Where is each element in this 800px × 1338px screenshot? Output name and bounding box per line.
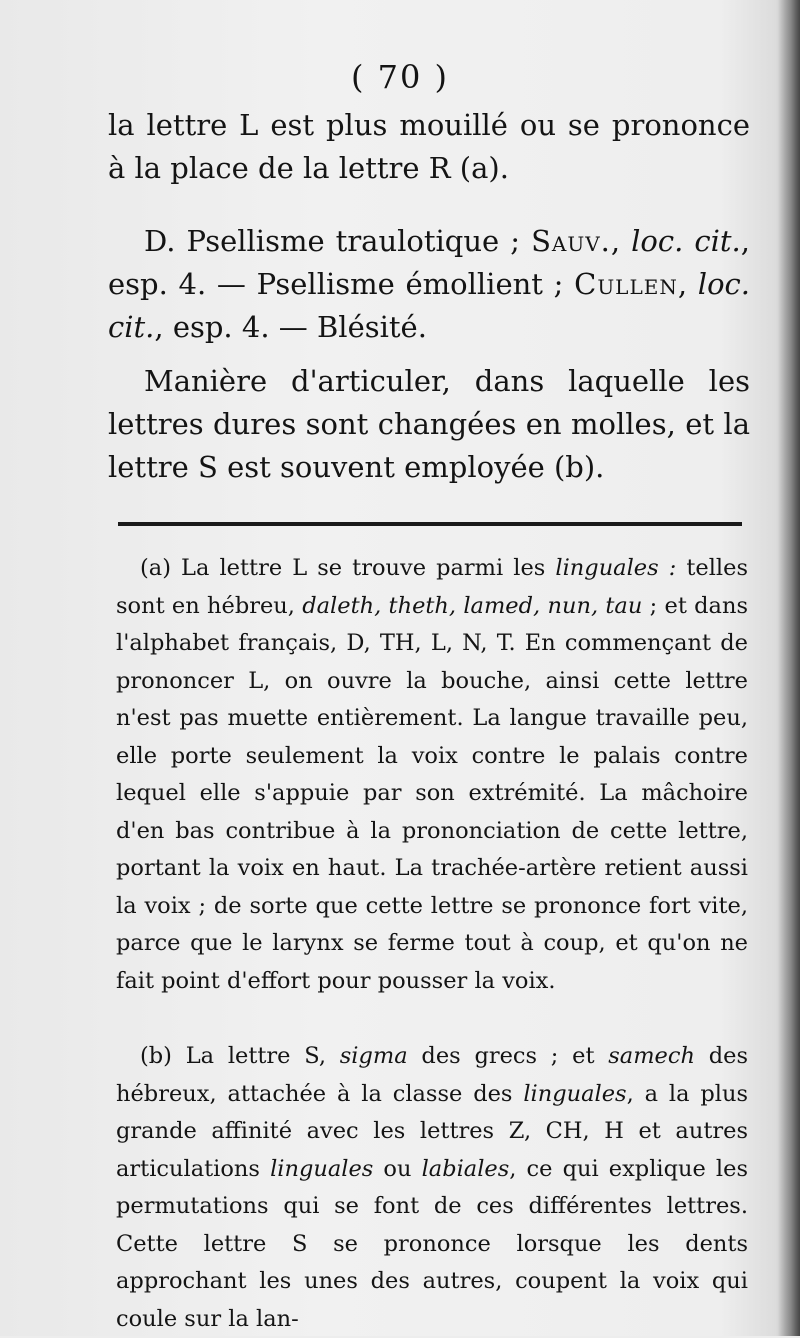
footnote-b-marker: (b) [140,1043,172,1069]
footnote-b-t3: des hébreux, attachée à la classe des [116,1043,748,1107]
p2-lead: D. Psellisme traulotique ; [144,224,532,258]
footnote-b-i5: labiales [421,1155,510,1182]
footnote-a-text [116,550,748,1000]
author-sauvages: Sauv. [531,224,611,258]
footnote-b-t4: , a la plus grande affinité avec les lettres Z, CH, H et autres articulations [116,1080,748,1182]
footnote-b-t5: ou [373,1155,422,1182]
footnote-b [116,1038,748,1338]
page-number: ( 70 ) [350,58,450,96]
footnote-a-i2: daleth, theth, lamed, nun, tau [302,592,643,619]
footnote-a [116,550,748,1000]
paragraph-1-text: la lettre L est plus mouillé ou se prononce à la place de la lettre R (a). [108,108,750,185]
footnote-b-i4: linguales [270,1155,374,1182]
footnote-b-i2: samech [608,1043,695,1069]
paragraph-2-text: D. Psellisme traulotique ; Sauv., loc. cit., esp. 4. — Psellisme émollient ; Cullen, loc. cit., esp. 4. — Blésité. [108,224,750,344]
loc-cit-1: loc. cit. [631,224,741,258]
paragraph-2 [108,220,750,349]
footnote-b-t2: des grecs ; et [407,1043,609,1069]
footnote-a-t1: La lettre L se trouve parmi les [170,555,556,581]
footnote-a-i1: linguales : [555,555,677,581]
p2-tail: , esp. 4. — Blésité. [154,310,427,344]
footnote-a-marker: (a) [140,555,171,581]
paragraph-3 [108,360,750,489]
page-edge-shadow [778,0,800,1336]
footnote-divider [118,522,742,526]
loc-cit-2: loc. cit. [108,267,750,344]
paragraph-3-text: Manière d'articuler, dans laquelle les lettres dures sont changées en molles, et la lettre S est souvent employée (b). [108,364,750,484]
footnote-b-text [116,1038,748,1338]
paragraph-1 [108,104,750,190]
footnote-a-t3: ; et dans l'alphabet français, D, TH, L, N, T. En commençant de prononcer L, on ouvre la bouche, ainsi cette lettre n'est pas muette entièrement. La langue travaille peu, elle porte seulement la voix contre le palais contre lequel elle s'appuie par son extrémité. La mâchoire d'en bas contribue à la prononciation de cette lettre, portant la voix en haut. La trachée-artère retient aussi la voix ; de sorte que cette lettre se prononce fort vite, parce que le larynx se ferme tout à coup, et qu'on ne fait point d'effort pour pousser la voix. [116,592,749,994]
footnote-a-t2: telles sont en hébreu, [116,555,748,619]
footnote-b-i1: sigma [339,1043,408,1069]
footnote-b-t1: La lettre S, [171,1043,340,1069]
footnote-b-i3: linguales [523,1080,627,1107]
author-cullen: Cullen [574,267,678,301]
p2-mid: , esp. 4. — Psellisme émollient ; [108,224,750,301]
footnote-b-t6: , ce qui explique les permutations qui se font de ces différentes lettres. Cette lettre S se prononce lorsque les dents approchant les unes des autres, coupent la voix qui coule sur la lan- [116,1155,748,1332]
